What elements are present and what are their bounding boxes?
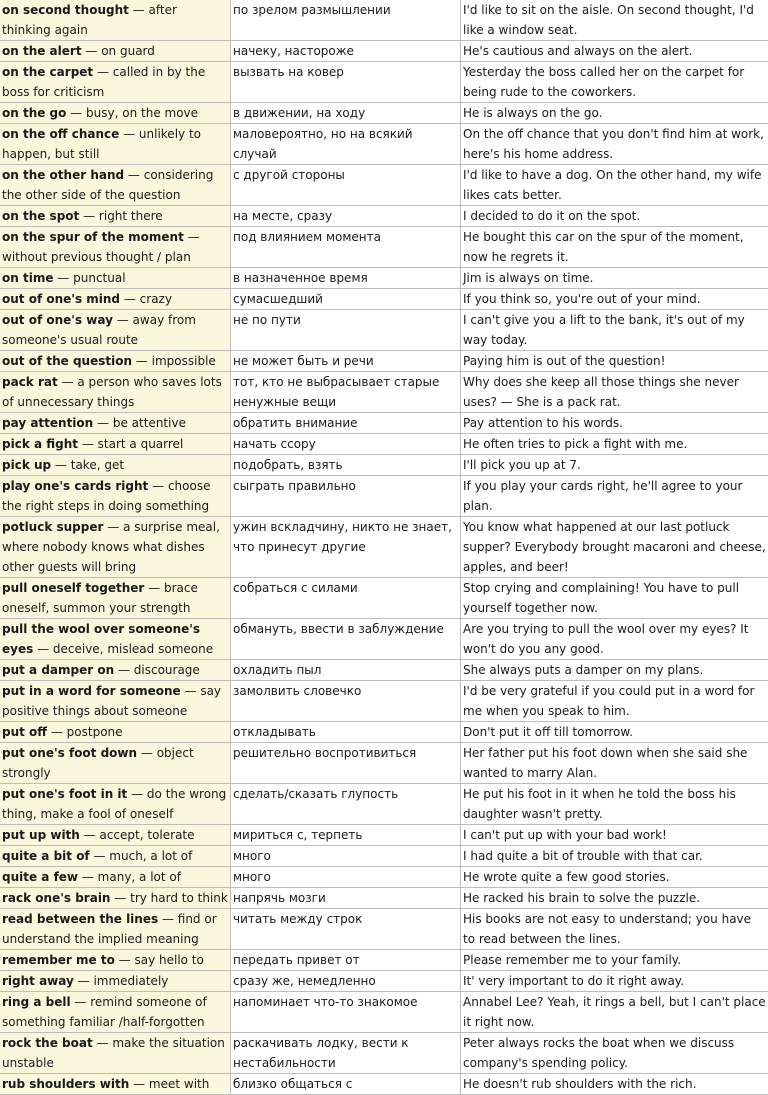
table-row bbox=[0, 867, 768, 888]
separator: — bbox=[148, 479, 168, 493]
idiom-term: on the alert bbox=[2, 44, 82, 58]
separator: — bbox=[82, 44, 102, 58]
idiom-term: rock the boat bbox=[2, 1036, 93, 1050]
table-row bbox=[0, 434, 768, 455]
table-row bbox=[0, 784, 768, 825]
russian-cell: под влиянием момента bbox=[231, 227, 461, 268]
idiom-term: on time bbox=[2, 271, 53, 285]
idiom-cell bbox=[0, 1074, 231, 1095]
separator: — bbox=[129, 3, 149, 17]
example-cell: I'd like to have a dog. On the other hand, my wife likes cats better. bbox=[461, 165, 768, 206]
russian-cell: обратить внимание bbox=[231, 413, 461, 434]
separator: — bbox=[120, 292, 140, 306]
idiom-definition: after thinking again bbox=[2, 3, 177, 37]
table-row bbox=[0, 310, 768, 351]
idiom-cell bbox=[0, 660, 231, 681]
example-cell: I decided to do it on the spot. bbox=[461, 206, 768, 227]
separator: — bbox=[74, 974, 94, 988]
idiom-definition: crazy bbox=[140, 292, 172, 306]
russian-cell: сыграть правильно bbox=[231, 476, 461, 517]
separator: — bbox=[51, 458, 71, 472]
idiom-term: on the other hand bbox=[2, 168, 124, 182]
separator: — bbox=[127, 787, 147, 801]
russian-cell: собраться с силами bbox=[231, 578, 461, 619]
idiom-definition: say hello to bbox=[134, 953, 203, 967]
idiom-term: rack one's brain bbox=[2, 891, 110, 905]
idiom-definition: take, get bbox=[71, 458, 124, 472]
idiom-definition: away from someone's usual route bbox=[2, 313, 196, 347]
idiom-term: pull the wool over someone's eyes bbox=[2, 622, 200, 656]
separator: — bbox=[103, 520, 123, 534]
separator: — bbox=[79, 209, 99, 223]
table-row bbox=[0, 950, 768, 971]
separator: — bbox=[78, 437, 98, 451]
separator: — bbox=[129, 1077, 149, 1091]
russian-cell: мириться с, терпеть bbox=[231, 825, 461, 846]
idiom-definition: start a quarrel bbox=[98, 437, 184, 451]
table-row bbox=[0, 660, 768, 681]
separator: — bbox=[113, 313, 133, 327]
idiom-definition: choose the right steps in doing something bbox=[2, 479, 210, 513]
separator: — bbox=[115, 953, 135, 967]
idiom-term: put off bbox=[2, 725, 47, 739]
separator: — bbox=[110, 891, 130, 905]
idiom-cell bbox=[0, 825, 231, 846]
separator: — bbox=[90, 849, 110, 863]
idiom-cell bbox=[0, 62, 231, 103]
idiom-term: quite a few bbox=[2, 870, 78, 884]
idiom-definition: object strongly bbox=[2, 746, 194, 780]
example-cell: If you think so, you're out of your mind. bbox=[461, 289, 768, 310]
table-row bbox=[0, 743, 768, 784]
idiom-term: play one's cards right bbox=[2, 479, 148, 493]
idiom-definition: deceive, mislead someone bbox=[53, 642, 213, 656]
idiom-cell bbox=[0, 681, 231, 722]
table-row bbox=[0, 1033, 768, 1074]
separator: — bbox=[71, 995, 91, 1009]
table-row bbox=[0, 888, 768, 909]
idiom-definition: right there bbox=[99, 209, 163, 223]
separator: — bbox=[80, 828, 100, 842]
idiom-term: out of one's way bbox=[2, 313, 113, 327]
idiom-cell bbox=[0, 743, 231, 784]
separator: — bbox=[47, 725, 67, 739]
idiom-cell bbox=[0, 413, 231, 434]
separator: — bbox=[66, 106, 86, 120]
idiom-cell bbox=[0, 909, 231, 950]
example-cell: I had quite a bit of trouble with that car. bbox=[461, 846, 768, 867]
idiom-definition: make the situation unstable bbox=[2, 1036, 225, 1070]
idiom-cell bbox=[0, 103, 231, 124]
russian-cell: ужин вскладчину, никто не знает, что принесут другие bbox=[231, 517, 461, 578]
idiom-definition: postpone bbox=[67, 725, 123, 739]
idiom-definition: punctual bbox=[73, 271, 125, 285]
example-cell: I can't give you a lift to the bank, it's out of my way today. bbox=[461, 310, 768, 351]
idiom-definition: without previous thought / plan bbox=[2, 250, 191, 264]
idiom-term: rub shoulders with bbox=[2, 1077, 129, 1091]
idiom-term: out of one's mind bbox=[2, 292, 120, 306]
idiom-cell bbox=[0, 517, 231, 578]
idiom-cell bbox=[0, 722, 231, 743]
idiom-cell bbox=[0, 619, 231, 660]
example-cell: It' very important to do it right away. bbox=[461, 971, 768, 992]
separator: — bbox=[33, 642, 53, 656]
idiom-definition: accept, tolerate bbox=[99, 828, 194, 842]
table-row bbox=[0, 846, 768, 867]
example-cell: He doesn't rub shoulders with the rich. bbox=[461, 1074, 768, 1095]
example-cell: Peter always rocks the boat when we discuss company's spending policy. bbox=[461, 1033, 768, 1074]
example-cell: Are you trying to pull the wool over my eyes? It won't do you any good. bbox=[461, 619, 768, 660]
separator: — bbox=[119, 127, 139, 141]
example-cell: Paying him is out of the question! bbox=[461, 351, 768, 372]
table-row bbox=[0, 206, 768, 227]
russian-cell: много bbox=[231, 867, 461, 888]
example-cell: I can't put up with your bad work! bbox=[461, 825, 768, 846]
idiom-term: on the spur of the moment bbox=[2, 230, 184, 244]
russian-cell: откладывать bbox=[231, 722, 461, 743]
example-cell: Stop crying and complaining! You have to pull yourself together now. bbox=[461, 578, 768, 619]
russian-cell: много bbox=[231, 846, 461, 867]
russian-cell: раскачивать лодку, вести к нестабильности bbox=[231, 1033, 461, 1074]
separator: — bbox=[53, 271, 73, 285]
table-row bbox=[0, 909, 768, 950]
idiom-cell bbox=[0, 888, 231, 909]
example-cell: He's cautious and always on the alert. bbox=[461, 41, 768, 62]
example-cell: She always puts a damper on my plans. bbox=[461, 660, 768, 681]
russian-cell: начать ссору bbox=[231, 434, 461, 455]
idiom-term: out of the question bbox=[2, 354, 132, 368]
idiom-cell bbox=[0, 351, 231, 372]
idiom-cell bbox=[0, 310, 231, 351]
table-row bbox=[0, 722, 768, 743]
idiom-definition: immediately bbox=[93, 974, 168, 988]
separator: — bbox=[93, 65, 113, 79]
idiom-term: ring a bell bbox=[2, 995, 71, 1009]
idiom-definition: remind someone of something familiar /half-forgotten bbox=[2, 995, 207, 1029]
idiom-cell bbox=[0, 165, 231, 206]
example-cell: I'll pick you up at 7. bbox=[461, 455, 768, 476]
table-row bbox=[0, 227, 768, 268]
table-row bbox=[0, 289, 768, 310]
example-cell: Why does she keep all those things she never uses? — She is a pack rat. bbox=[461, 372, 768, 413]
separator: — bbox=[93, 1036, 113, 1050]
example-cell: If you play your cards right, he'll agree to your plan. bbox=[461, 476, 768, 517]
example-cell: Annabel Lee? Yeah, it rings a bell, but I can't place it right now. bbox=[461, 992, 768, 1033]
table-row bbox=[0, 1074, 768, 1095]
table-row bbox=[0, 455, 768, 476]
example-cell: He wrote quite a few good stories. bbox=[461, 867, 768, 888]
idiom-definition: discourage bbox=[134, 663, 200, 677]
separator: — bbox=[132, 354, 152, 368]
russian-cell: подобрать, взять bbox=[231, 455, 461, 476]
example-cell: On the off chance that you don't find him at work, here's his home address. bbox=[461, 124, 768, 165]
idiom-definition: say positive things about someone bbox=[2, 684, 221, 718]
separator: — bbox=[58, 375, 78, 389]
example-cell: Jim is always on time. bbox=[461, 268, 768, 289]
idiom-definition: many, a lot of bbox=[98, 870, 181, 884]
table-row bbox=[0, 413, 768, 434]
russian-cell: вызвать на ковер bbox=[231, 62, 461, 103]
idiom-term: pick a fight bbox=[2, 437, 78, 451]
idiom-term: on the go bbox=[2, 106, 66, 120]
idiom-term: pay attention bbox=[2, 416, 93, 430]
idiom-cell bbox=[0, 476, 231, 517]
idiom-definition: find or understand the implied meaning bbox=[2, 912, 217, 946]
idiom-cell bbox=[0, 867, 231, 888]
table-row bbox=[0, 62, 768, 103]
example-cell: Please remember me to your family. bbox=[461, 950, 768, 971]
table-row bbox=[0, 351, 768, 372]
example-cell: He racked his brain to solve the puzzle. bbox=[461, 888, 768, 909]
idiom-definition: meet with bbox=[149, 1077, 209, 1091]
idiom-definition: a person who saves lots of unnecessary things bbox=[2, 375, 222, 409]
idiom-cell bbox=[0, 41, 231, 62]
table-row bbox=[0, 992, 768, 1033]
idiom-cell bbox=[0, 971, 231, 992]
idiom-term: read between the lines bbox=[2, 912, 158, 926]
russian-cell: начеку, настороже bbox=[231, 41, 461, 62]
russian-cell: в назначенное время bbox=[231, 268, 461, 289]
idiom-term: pack rat bbox=[2, 375, 58, 389]
idiom-definition: impossible bbox=[152, 354, 216, 368]
idiom-cell bbox=[0, 1033, 231, 1074]
separator: — bbox=[158, 912, 178, 926]
idiom-term: remember me to bbox=[2, 953, 115, 967]
russian-cell: в движении, на ходу bbox=[231, 103, 461, 124]
example-cell: He put his foot in it when he told the boss his daughter wasn't pretty. bbox=[461, 784, 768, 825]
idiom-definition: on guard bbox=[101, 44, 155, 58]
idiom-term: on second thought bbox=[2, 3, 129, 17]
idiom-definition: be attentive bbox=[113, 416, 186, 430]
idiom-definition: do the wrong thing, make a fool of oneself bbox=[2, 787, 226, 821]
idiom-term: on the carpet bbox=[2, 65, 93, 79]
idiom-cell bbox=[0, 289, 231, 310]
table-row bbox=[0, 825, 768, 846]
example-cell: I'd like to sit on the aisle. On second thought, I'd like a window seat. bbox=[461, 0, 768, 41]
idiom-cell bbox=[0, 846, 231, 867]
idiom-cell bbox=[0, 0, 231, 41]
idiom-term: right away bbox=[2, 974, 74, 988]
russian-cell: напрячь мозги bbox=[231, 888, 461, 909]
idiom-cell bbox=[0, 578, 231, 619]
idiom-cell bbox=[0, 206, 231, 227]
separator: — bbox=[184, 230, 200, 244]
idiom-term: put one's foot in it bbox=[2, 787, 127, 801]
separator: — bbox=[144, 581, 164, 595]
table-row bbox=[0, 103, 768, 124]
russian-cell: сразу же, немедленно bbox=[231, 971, 461, 992]
idiom-term: put a damper on bbox=[2, 663, 114, 677]
example-cell: His books are not easy to understand; you have to read between the lines. bbox=[461, 909, 768, 950]
idiom-cell bbox=[0, 992, 231, 1033]
idiom-term: quite a bit of bbox=[2, 849, 90, 863]
separator: — bbox=[114, 663, 134, 677]
example-cell: Her father put his foot down when she said she wanted to marry Alan. bbox=[461, 743, 768, 784]
idiom-definition: considering the other side of the question bbox=[2, 168, 213, 202]
example-cell: Pay attention to his words. bbox=[461, 413, 768, 434]
example-cell: Don't put it off till tomorrow. bbox=[461, 722, 768, 743]
example-cell: You know what happened at our last potluck supper? Everybody brought macaroni and cheese, apples, and beer! bbox=[461, 517, 768, 578]
idiom-term: potluck supper bbox=[2, 520, 103, 534]
table-row bbox=[0, 476, 768, 517]
separator: — bbox=[181, 684, 201, 698]
russian-cell: не по пути bbox=[231, 310, 461, 351]
russian-cell: близко общаться с bbox=[231, 1074, 461, 1095]
idiom-definition: called in by the boss for criticism bbox=[2, 65, 205, 99]
idiom-definition: brace oneself, summon your strength bbox=[2, 581, 198, 615]
russian-cell: читать между строк bbox=[231, 909, 461, 950]
russian-cell: замолвить словечко bbox=[231, 681, 461, 722]
separator: — bbox=[93, 416, 113, 430]
idiom-definition: much, a lot of bbox=[109, 849, 192, 863]
example-cell: I'd be very grateful if you could put in a word for me when you speak to him. bbox=[461, 681, 768, 722]
idiom-cell bbox=[0, 434, 231, 455]
russian-cell: решительно воспротивиться bbox=[231, 743, 461, 784]
idiom-term: pick up bbox=[2, 458, 51, 472]
table-row bbox=[0, 0, 768, 41]
idiom-cell bbox=[0, 227, 231, 268]
idiom-cell bbox=[0, 784, 231, 825]
idiom-cell bbox=[0, 268, 231, 289]
idiom-definition: try hard to think bbox=[130, 891, 228, 905]
russian-cell: охладить пыл bbox=[231, 660, 461, 681]
table-row bbox=[0, 619, 768, 660]
russian-cell: сделать/сказать глупость bbox=[231, 784, 461, 825]
idiom-cell bbox=[0, 455, 231, 476]
table-row bbox=[0, 124, 768, 165]
table-row bbox=[0, 681, 768, 722]
idiom-term: put one's foot down bbox=[2, 746, 137, 760]
table-row bbox=[0, 165, 768, 206]
idiom-definition: unlikely to happen, but still bbox=[2, 127, 201, 161]
idiom-term: put in a word for someone bbox=[2, 684, 181, 698]
example-cell: He often tries to pick a fight with me. bbox=[461, 434, 768, 455]
idiom-term: on the off chance bbox=[2, 127, 119, 141]
russian-cell: по зрелом размышлении bbox=[231, 0, 461, 41]
idiom-term: pull oneself together bbox=[2, 581, 144, 595]
table-row bbox=[0, 41, 768, 62]
example-cell: He is always on the go. bbox=[461, 103, 768, 124]
separator: — bbox=[137, 746, 157, 760]
table-row bbox=[0, 517, 768, 578]
table-row bbox=[0, 971, 768, 992]
separator: — bbox=[78, 870, 98, 884]
idiom-cell bbox=[0, 950, 231, 971]
russian-cell: напоминает что-то знакомое bbox=[231, 992, 461, 1033]
table-row bbox=[0, 372, 768, 413]
russian-cell: обмануть, ввести в заблуждение bbox=[231, 619, 461, 660]
separator: — bbox=[124, 168, 144, 182]
russian-cell: тот, кто не выбрасывает старые ненужные вещи bbox=[231, 372, 461, 413]
idiom-cell bbox=[0, 124, 231, 165]
idiom-definition: busy, on the move bbox=[86, 106, 198, 120]
example-cell: He bought this car on the spur of the moment, now he regrets it. bbox=[461, 227, 768, 268]
idiom-cell bbox=[0, 372, 231, 413]
russian-cell: не может быть и речи bbox=[231, 351, 461, 372]
russian-cell: на месте, сразу bbox=[231, 206, 461, 227]
example-cell: Yesterday the boss called her on the carpet for being rude to the coworkers. bbox=[461, 62, 768, 103]
russian-cell: маловероятно, но на всякий случай bbox=[231, 124, 461, 165]
idiom-term: put up with bbox=[2, 828, 80, 842]
idiom-term: on the spot bbox=[2, 209, 79, 223]
table-row bbox=[0, 268, 768, 289]
russian-cell: передать привет от bbox=[231, 950, 461, 971]
table-row bbox=[0, 578, 768, 619]
russian-cell: с другой стороны bbox=[231, 165, 461, 206]
russian-cell: сумасшедший bbox=[231, 289, 461, 310]
idiom-definition: a surprise meal, where nobody knows what dishes other guests will bring bbox=[2, 520, 220, 574]
